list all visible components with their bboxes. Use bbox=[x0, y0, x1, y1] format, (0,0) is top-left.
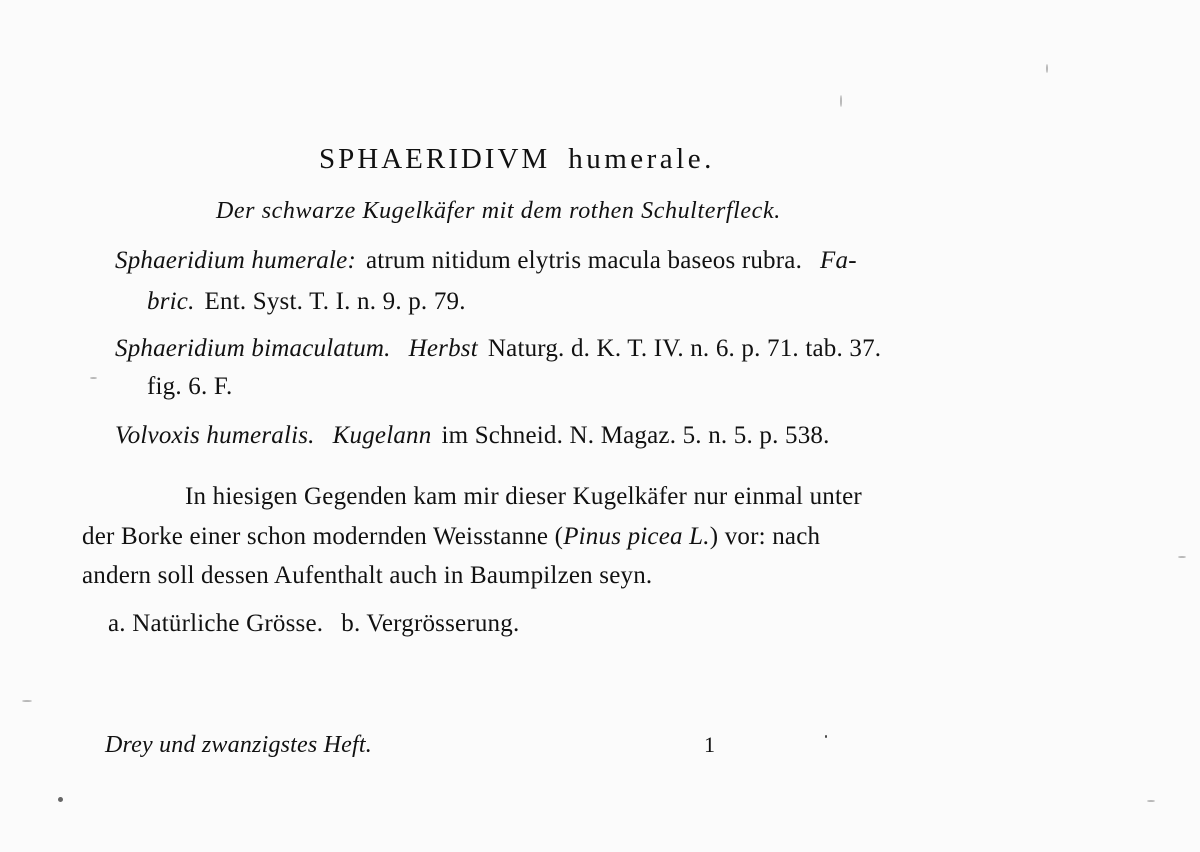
synonym-reference: fig. 6. F. bbox=[147, 373, 233, 400]
paragraph-line-3: andern soll dessen Aufenthalt auch in Baumpilzen seyn. bbox=[82, 562, 653, 589]
paragraph-text: ) vor: nach bbox=[709, 523, 821, 550]
title-species: humerale. bbox=[568, 143, 715, 175]
paper-speck bbox=[90, 377, 97, 379]
caption-b: b. Vergrösserung. bbox=[341, 610, 520, 637]
paper-speck bbox=[825, 735, 827, 738]
paper-speck bbox=[1147, 800, 1155, 802]
paper-speck bbox=[58, 797, 63, 802]
synonym-name: Sphaeridium humerale: bbox=[115, 247, 356, 274]
synonym-author: Herbst bbox=[408, 335, 478, 362]
synonym-name: Sphaeridium bimaculatum. bbox=[115, 335, 391, 362]
paragraph-text: der Borke einer schon modernden Weisstanne ( bbox=[82, 523, 564, 550]
page-title bbox=[319, 144, 715, 174]
synonym-author: Kugelann bbox=[332, 422, 432, 449]
paper-speck bbox=[22, 700, 32, 702]
figure-caption bbox=[108, 609, 519, 639]
synonym-author: Fa- bbox=[820, 247, 857, 274]
caption-a: a. Natürliche Grösse. bbox=[108, 610, 324, 637]
paragraph-line-1: In hiesigen Gegenden kam mir dieser Kugelkäfer nur einmal unter bbox=[185, 483, 862, 510]
title-genus: SPHAERIDIVM bbox=[319, 143, 551, 175]
synonym-name: Volvoxis humeralis. bbox=[115, 422, 315, 449]
signature-line: Drey und zwanzigstes Heft. bbox=[105, 732, 372, 758]
synonym-line-1 bbox=[115, 246, 857, 276]
synonym-description: atrum nitidum elytris macula baseos rubra. bbox=[365, 247, 803, 274]
latin-name: Pinus picea L. bbox=[563, 523, 710, 550]
synonym-line-3 bbox=[115, 334, 881, 364]
synonym-author-cont: bric. bbox=[147, 288, 195, 315]
synonym-line-5 bbox=[115, 421, 830, 451]
synonym-reference: im Schneid. N. Magaz. 5. n. 5. p. 538. bbox=[441, 422, 830, 449]
paper-speck bbox=[1046, 64, 1048, 73]
paper-speck bbox=[840, 95, 842, 107]
common-name: Der schwarze Kugelkäfer mit dem rothen Schulterfleck. bbox=[216, 198, 781, 224]
folio-mark: 1 bbox=[704, 732, 716, 757]
synonym-reference: Naturg. d. K. T. IV. n. 6. p. 71. tab. 37. bbox=[487, 335, 882, 362]
synonym-line-4 bbox=[147, 372, 232, 402]
paragraph-line-2 bbox=[82, 522, 820, 552]
paper-speck bbox=[1178, 556, 1186, 558]
synonym-line-2 bbox=[147, 287, 466, 317]
synonym-reference: Ent. Syst. T. I. n. 9. p. 79. bbox=[204, 288, 466, 315]
